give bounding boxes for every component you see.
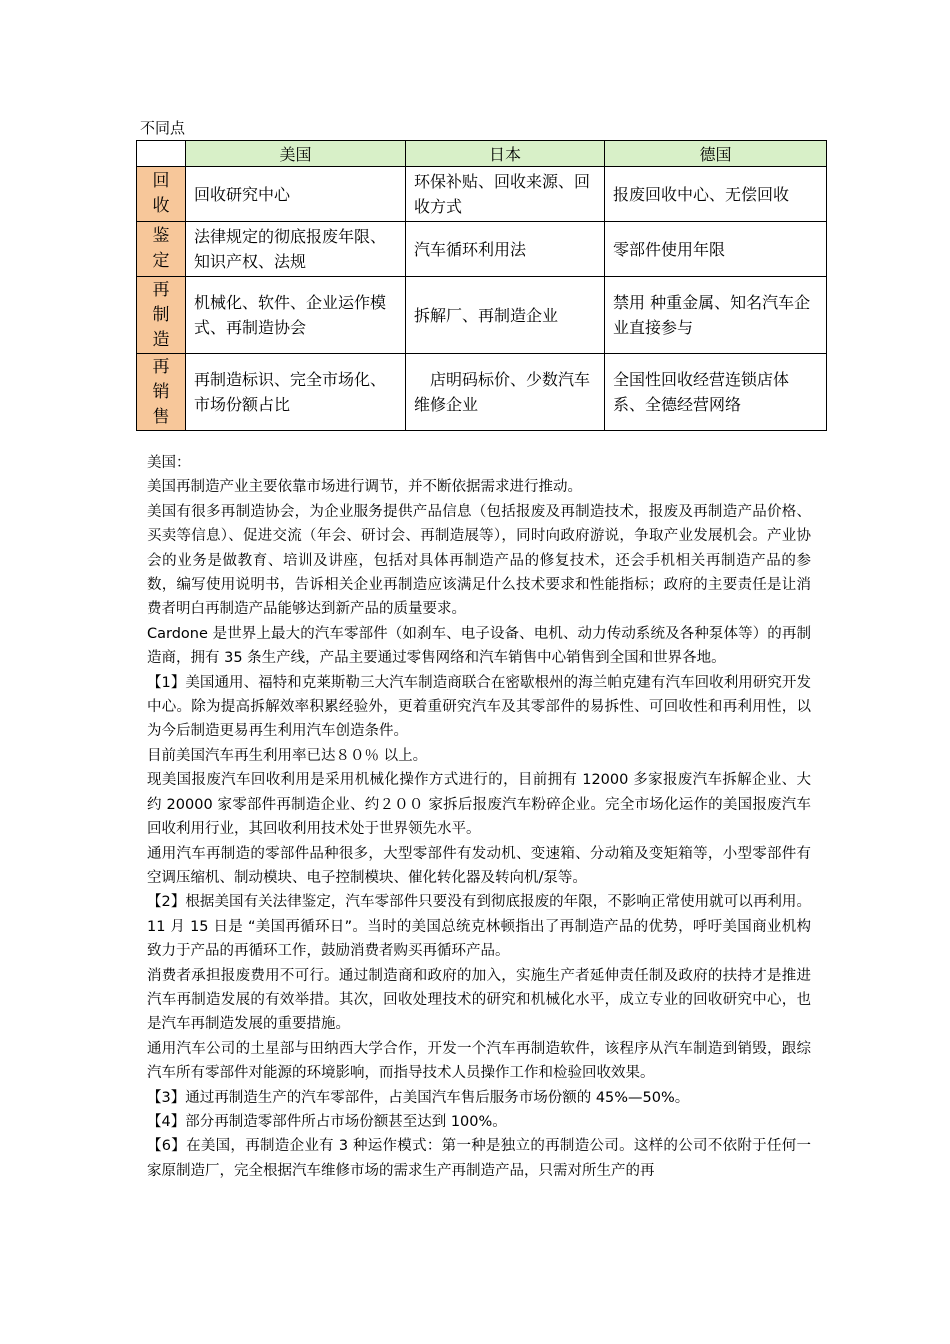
row-label-char: 售 [152, 406, 170, 427]
table-row [137, 277, 827, 354]
table-corner-cell [137, 141, 186, 167]
paragraph: 美国： [147, 455, 191, 471]
table-cell: 报废回收中心、无偿回收 [605, 167, 827, 222]
paragraph: 通用汽车公司的土星部与田纳西大学合作，开发一个汽车再制造软件，该程序从汽车制造到销毁，跟综汽车所有零部件对能源的环境影响，而指导技术人员操作工作和检验回收效果。 [147, 1040, 811, 1082]
row-label-char: 定 [152, 251, 170, 271]
table-cell: 汽车循环利用法 [406, 222, 605, 277]
row-label-char: 回 [152, 171, 170, 191]
comparison-table [136, 140, 827, 431]
row-label-char: 造 [152, 329, 170, 350]
table-cell: 零部件使用年限 [605, 222, 827, 277]
row-label-char: 制 [152, 304, 170, 325]
paragraph: 【6】在美国，再制造企业有 3 种运作模式：第一种是独立的再制造公司。这样的公司不依附于任何一家原制造厂，完全根据汽车维修市场的需求生产再制造产品，只需对所生产的再 [147, 1138, 811, 1179]
row-label [137, 277, 186, 354]
row-label-char: 收 [152, 196, 170, 216]
paragraph: 【1】美国通用、福特和克莱斯勒三大汽车制造商联合在密歇根州的海兰帕克建有汽车回收利用研究开发中心。除为提高拆解效率积累经验外，更着重研究汽车及其零部件的易拆性、可回收性和再利用性，以为今后制造更易再生利用汽车创造条件。 [147, 674, 811, 740]
paragraph: 消费者承担报废费用不可行。通过制造商和政府的加入，实施生产者延伸责任制及政府的扶持才是推进汽车再制造发展的有效举措。其次，回收处理技术的研究和机械化水平，成立专业的回收研究中心，也是汽车再制造发展的重要措施。 [147, 967, 811, 1033]
row-label [137, 354, 186, 431]
document-body [147, 451, 811, 1183]
paragraph: 【4】部分再制造零部件所占市场份额甚至达到 100%。 [147, 1113, 507, 1130]
table-row [137, 167, 827, 222]
paragraph: 【2】根据美国有关法律鉴定，汽车零部件只要没有到彻底报废的年限，不影响正常使用就可以再利用。11 月 15 日是 “美国再循环日”。当时的美国总统克林顿指出了再制造产品的优势，呼吁美国商业机构致力于产品的再循环工作，鼓励消费者购买再循环产品。 [147, 894, 811, 960]
row-label-char: 销 [152, 381, 170, 402]
table-cell: 法律规定的彻底报废年限、知识产权、法规 [186, 222, 406, 277]
table-cell: 机械化、软件、企业运作模式、再制造协会 [186, 277, 406, 354]
paragraph: 目前美国汽车再生利用率已达８０％ 以上。 [147, 747, 428, 764]
paragraph: 现美国报废汽车回收利用是采用机械化操作方式进行的，目前拥有 12000 多家报废汽车拆解企业、大约 20000 家零部件再制造企业、约２００ 家拆后报废汽车粉碎企业。完全市场化运作的美国报废汽车回收利用行业，其回收利用技术处于世界领先水平。 [147, 772, 811, 838]
row-label [137, 167, 186, 222]
row-label [137, 222, 186, 277]
table-cell: 店明码标价、少数汽车维修企业 [406, 354, 605, 431]
paragraph: Cardone 是世界上最大的汽车零部件（如刹车、电子设备、电机、动力传动系统及各种泵体等）的再制造商，拥有 35 条生产线，产品主要通过零售网络和汽车销售中心销售到全国和世界各地。 [147, 625, 811, 667]
table-row [137, 354, 827, 431]
paragraph: 美国再制造产业主要依靠市场进行调节，并不断依据需求进行推动。 [147, 479, 582, 496]
paragraph: 通用汽车再制造的零部件品种很多，大型零部件有发动机、变速箱、分动箱及变矩箱等，小型零部件有空调压缩机、制动模块、电子控制模块、催化转化器及转向机/泵等。 [147, 845, 811, 886]
column-header: 日本 [406, 141, 605, 167]
table-cell: 全国性回收经营连锁店体系、全德经营网络 [605, 354, 827, 431]
row-label-char: 鉴 [152, 226, 170, 246]
paragraph: 美国有很多再制造协会，为企业服务提供产品信息（包括报废及再制造技术，报废及再制造产品价格、买卖等信息）、促进交流（年会、研讨会、再制造展等），同时向政府游说，争取产业发展机会。产业协会的业务是做教育、培训及讲座，包括对具体再制造产品的修复技术，还会手机相关再制造产品的参数，编写使用说明书，告诉相关企业再制造应该满足什么技术要求和性能指标；政府的主要责任是让消费者明白再制造产品能够达到新产品的质量要求。 [147, 503, 811, 618]
table-cell: 回收研究中心 [186, 167, 406, 222]
table-row [137, 222, 827, 277]
table-cell: 拆解厂、再制造企业 [406, 277, 605, 354]
section-heading: 不同点 [140, 119, 186, 137]
paragraph: 【3】通过再制造生产的汽车零部件，占美国汽车售后服务市场份额的 45%—50%。 [147, 1089, 690, 1106]
column-header: 美国 [186, 141, 406, 167]
table-cell: 再制造标识、完全市场化、市场份额占比 [186, 354, 406, 431]
table-cell: 禁用 种重金属、知名汽车企业直接参与 [605, 277, 827, 354]
table-cell: 环保补贴、回收来源、回收方式 [406, 167, 605, 222]
table-header-row [137, 141, 827, 167]
column-header: 德国 [605, 141, 827, 167]
row-label-char: 再 [152, 356, 170, 377]
row-label-char: 再 [152, 279, 170, 300]
